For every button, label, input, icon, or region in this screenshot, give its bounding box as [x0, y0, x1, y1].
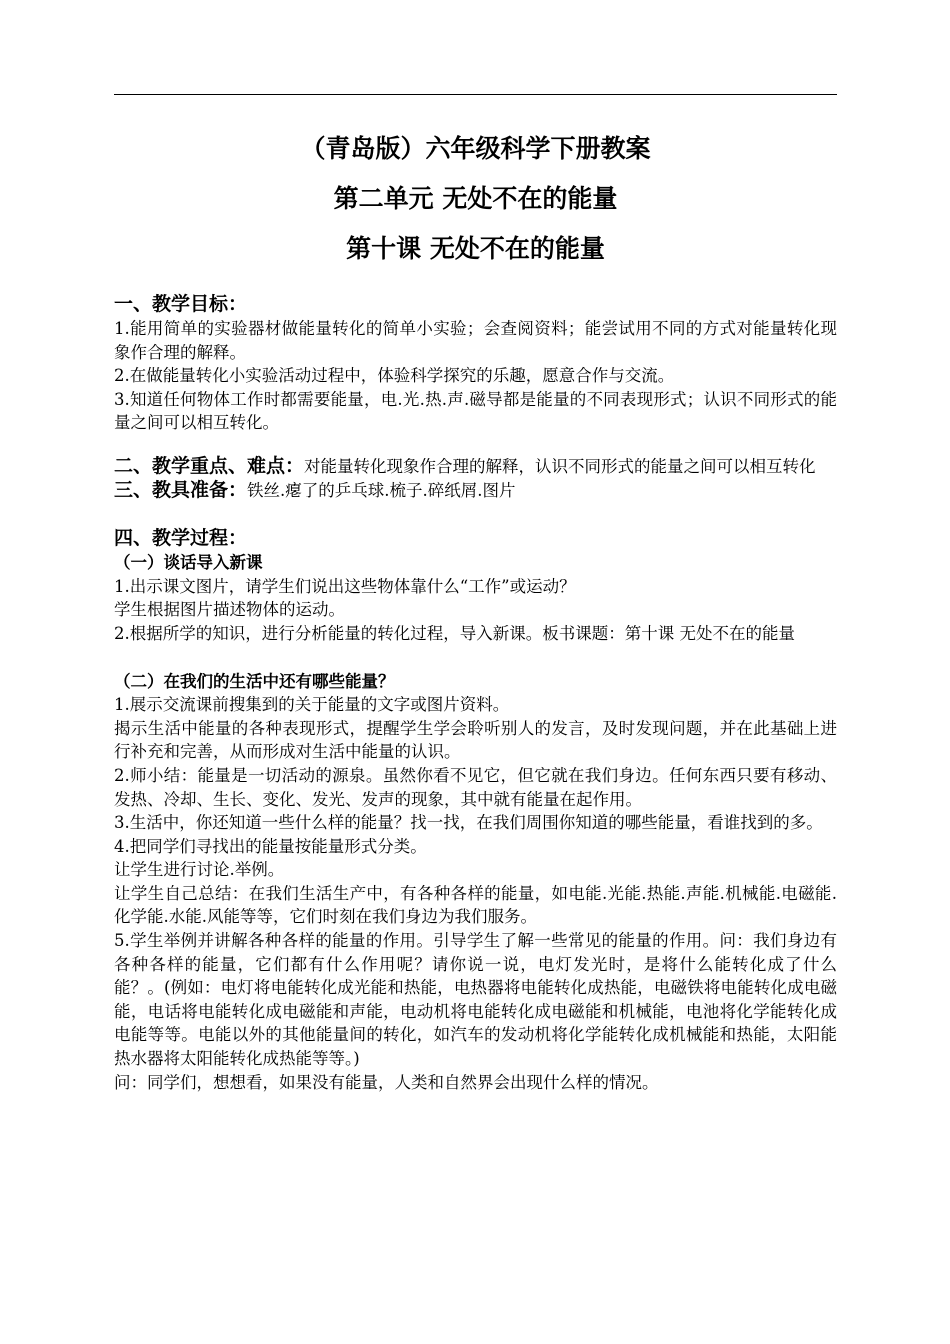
- goals-heading: 一、教学目标：: [114, 293, 248, 315]
- keypoints-text: 对能量转化现象作合理的解释，认识不同形式的能量之间可以相互转化: [304, 456, 816, 476]
- document-title: （青岛版）六年级科学下册教案: [300, 134, 651, 163]
- goal-item-2: 2.在做能量转化小实验活动过程中，体验科学探究的乐趣，愿意合作与交流。: [114, 366, 675, 386]
- part2-line-2: 揭示生活中能量的各种表现形式，提醒学生学会聆听别人的发言，及时发现问题，并在此基础上进行补充和完善，从而形成对生活中能量的认识。: [114, 718, 837, 762]
- part2-line-7: 让学生自己总结：在我们生活生产中，有各种各样的能量，如电能.光能.热能.声能.机械能.电磁能.化学能.水能.风能等等，它们时刻在我们身边为我们服务。: [114, 883, 837, 927]
- part2-line-1: 1.展示交流课前搜集到的关于能量的文字或图片资料。: [114, 695, 510, 715]
- prep-paragraph: [114, 479, 837, 503]
- part2-line-3: 2.师小结：能量是一切活动的源泉。虽然你看不见它，但它就在我们身边。任何东西只要有移动、发热、冷却、生长、变化、发光、发声的现象，其中就有能量在起作用。: [114, 765, 837, 809]
- part2-line-4: 3.生活中，你还知道一些什么样的能量？找一找，在我们周围你知道的哪些能量，看谁找到的多。: [114, 813, 823, 833]
- prep-text: 铁丝.瘪了的乒乓球.梳子.碎纸屑.图片: [247, 480, 516, 500]
- header-rule: [114, 94, 837, 95]
- part2-line-8: 5.学生举例并讲解各种各样的能量的作用。引导学生了解一些常见的能量的作用。问：我们身边有各种各样的能量，它们都有什么作用呢？请你说一说，电灯发光时，是将什么能转化成了什么能？。(例如：电灯将电能转化成光能和热能，电热器将电能转化成热能，电磁铁将电能转化成电磁能，电话将电能转化成电磁能和声能，电动机将电能转化成电磁能和机械能，电池将化学能转化成电能等等。电能以外的其他能量间的转化，如汽车的发动机将化学能转化成机械能和热能，太阳能热水器将太阳能转化成热能等等。): [114, 931, 837, 1069]
- part1-line-1: 1.出示课文图片，请学生们说出这些物体靠什么“工作”或运动？: [114, 576, 576, 596]
- process-heading: 四、教学过程：: [114, 527, 248, 550]
- part2-line-6: 让学生进行讨论.举例。: [114, 860, 285, 880]
- keypoints-paragraph: [114, 455, 837, 479]
- part2-heading: （二）在我们的生活中还有哪些能量？: [114, 671, 395, 691]
- goal-item-3: 3.知道任何物体工作时都需要能量，电.光.热.声.磁导都是能量的不同表现形式；认识不同形式的能量之间可以相互转化。: [114, 389, 837, 433]
- part1-heading: （一）谈话导入新课: [114, 553, 263, 573]
- prep-heading: 三、教具准备：: [114, 478, 248, 501]
- goal-item-1: 1.能用简单的实验器材做能量转化的简单小实验；会查阅资料；能尝试用不同的方式对能量转化现象作合理的解释。: [114, 319, 837, 362]
- keypoints-heading: 二、教学重点、难点：: [114, 454, 305, 477]
- part1-line-3: 2.根据所学的知识，进行分析能量的转化过程，导入新课。板书课题：第十课 无处不在的能量: [114, 623, 795, 643]
- document-body: [114, 128, 837, 1094]
- part1-line-2: 学生根据图片描述物体的运动。: [114, 600, 345, 620]
- part2-line-9: 问：同学们，想想看，如果没有能量，人类和自然界会出现什么样的情况。: [114, 1072, 659, 1092]
- unit-title: 第二单元 无处不在的能量: [333, 184, 618, 213]
- lesson-title: 第十课 无处不在的能量: [346, 234, 605, 263]
- part2-line-5: 4.把同学们寻找出的能量按能量形式分类。: [114, 836, 427, 856]
